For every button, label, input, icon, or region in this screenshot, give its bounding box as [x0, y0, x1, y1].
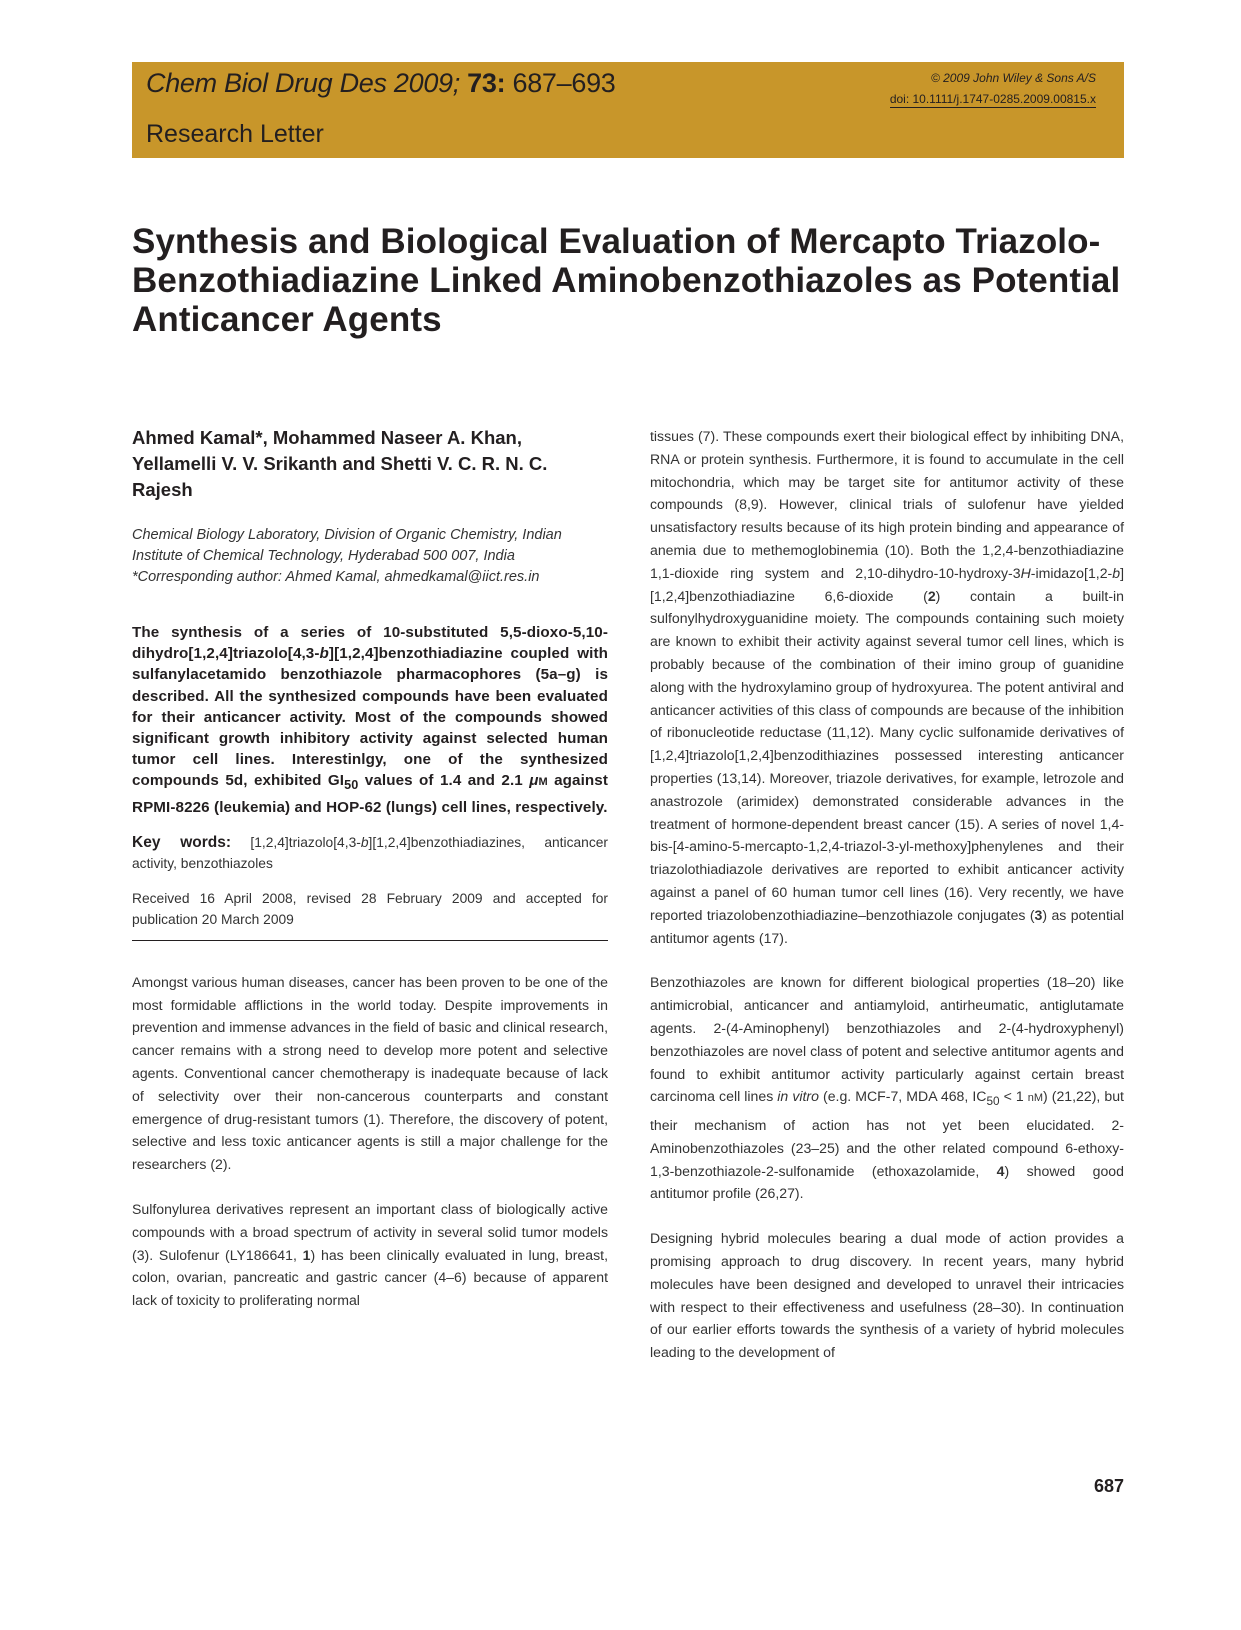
- page-number: 687: [1093, 1476, 1124, 1496]
- journal-volume: 73:: [467, 68, 506, 98]
- affiliation-line: Chemical Biology Laboratory, Division of Organic Chemistry, Indian: [132, 527, 562, 543]
- corresponding-author: *Corresponding author: Ahmed Kamal, ahmedkamal@iict.res.in: [132, 569, 540, 585]
- keywords: Key words: [1,2,4]triazolo[4,3-b][1,2,4]benzothiadiazines, anticancer activity, benzothiazoles: [132, 833, 608, 871]
- author-list: Ahmed Kamal*, Mohammed Naseer A. Khan, Yellamelli V. V. Srikanth and Shetti V. C. R. N. C. Rajesh: [132, 427, 548, 500]
- affiliation: [132, 525, 608, 588]
- body-paragraph: Amongst various human diseases, cancer has been proven to be one of the most formidable afflictions in the world today. Despite improvements in prevention and immense advances in the field of basic and clinical research, cancer remains with a strong need to develop more potent and selective agents. Conventional cancer chemotherapy is inadequate because of lack of selectivity over their non-cancerous counterparts and constant emergence of drug-resistant tumors (1). Therefore, the discovery of potent, selective and less toxic anticancer agents is still a major challenge for the researchers (2).: [132, 973, 608, 1173]
- journal-citation: [146, 68, 616, 99]
- article-type: Research Letter: [146, 120, 324, 148]
- journal-name: Chem Biol Drug Des 2009;: [146, 68, 460, 98]
- body-paragraph: Benzothiazoles are known for different biological properties (18–20) like antimicrobial, anticancer and antiamyloid, antirheumatic, antiglutamate agents. 2-(4-Aminophenyl) benzothiazoles and 2-(4-hydroxyphenyl) benzothiazoles are novel class of potent and selective antitumor agents and found to exhibit antitumor activity particularly against certain breast carcinoma cell lines in vitro (e.g. MCF-7, MDA 468, $IC_{50} < 1$ nM) (21,22), but their mechanism of action has not yet been elucidated. 2-Aminobenzothiazoles (23–25) and the other related compound 6-ethoxy-1,3-benzothiazole-2-sulfonamide (ethoxazolamide, 4) showed good antitumor profile (26,27).: [650, 974, 1124, 1202]
- journal-header-band: [132, 62, 1124, 158]
- body-paragraph: tissues (7). These compounds exert their biological effect by inhibiting DNA, RNA or protein synthesis. Furthermore, it is found to accumulate in the cell mitochondria, which may be target site for antitumor activity of these compounds (8,9). However, clinical trials of sulofenur have yielded unsatisfactory results because of its high protein binding and appearance of anemia due to methemoglobinemia (10). Both the 1,2,4-benzothiadiazine 1,1-dioxide ring system and 2,10-dihydro-10-hydroxy-3H-imidazo[1,2-b][1,2,4]benzothiadiazine 6,6-dioxide (2) contain a built-in sulfonylhydroxyguanidine moiety. The compounds containing such moiety are known to exhibit their activity against several tumor cell lines, which is probably because of the combination of their imino group of guanidine along with the hydroxylamino group of hydroxyurea. The potent antiviral and anticancer activities of this class of compounds are because of the inhibition of ribonucleotide reductase (11,12). Many cyclic sulfonamide derivatives of [1,2,4]triazolo[1,2,4]benzodithiazines possessed interesting anticancer properties (13,14). Moreover, triazole derivatives, for example, letrozole and anastrozole (arimidex) demonstrated considerable advances in the treatment of hormone-dependent breast cancer (15). A series of novel 1,4-bis-[4-amino-5-mercapto-1,2,4-triazol-3-yl-methoxy]phenylenes and their triazolothiadiazole derivatives are reported to exhibit anticancer activity against a panel of 60 human tumor cell lines (16). Very recently, we have reported triazolobenzothiadiazine–benzothiazole conjugates (3) as potential antitumor agents (17).: [650, 428, 1124, 946]
- body-paragraph: Sulfonylurea derivatives represent an important class of biologically active compounds with a broad spectrum of activity in several solid tumor models (3). Sulofenur (LY186641, 1) has been clinically evaluated in lung, breast, colon, ovarian, pancreatic and gastric cancer (4–6) because of apparent lack of toxicity to proliferating normal: [132, 1201, 608, 1309]
- doi-link[interactable]: doi: 10.1111/j.1747-0285.2009.00815.x: [889, 92, 1096, 106]
- copyright-notice: © 2009 John Wiley & Sons A/S: [930, 71, 1096, 85]
- keywords-label: Key words:: [132, 833, 232, 851]
- right-column: [650, 425, 1124, 1364]
- left-column: [132, 425, 608, 1312]
- article-title: Synthesis and Biological Evaluation of Mercapto Triazolo-Benzothiadiazine Linked Aminobenzothiazoles as Potential Anticancer Agents: [132, 222, 1121, 339]
- received-dates: Received 16 April 2008, revised 28 February 2009 and accepted for publication 20 March 2009: [132, 888, 608, 941]
- abstract: The synthesis of a series of 10-substituted 5,5-dioxo-5,10-dihydro[1,2,4]triazolo[4,3-b][1,2,4]benzothiadiazine coupled with sulfanylacetamido benzothiazole pharmacophores (5a–g) is described. All the synthesized compounds have been evaluated for their anticancer activity. Most of the compounds showed significant growth inhibitory activity against selected human tumor cell lines. Interestinlgy, one of the synthesized compounds 5d, exhibited $GI_{50}$ values of 1.4 and 2.1 μM against RPMI-8226 (leukemia) and HOP-62 (lungs) cell lines, respectively.: [132, 624, 608, 816]
- journal-pages: 687–693: [512, 68, 616, 98]
- body-paragraph: Designing hybrid molecules bearing a dual mode of action provides a promising approach to drug discovery. In recent years, many hybrid molecules have been designed and developed to unravel their intricacies with respect to their effectiveness and usefulness (28–30). In continuation of our earlier efforts towards the synthesis of a variety of hybrid molecules leading to the development of: [650, 1230, 1124, 1361]
- affiliation-line: Institute of Chemical Technology, Hyderabad 500 007, India: [132, 548, 515, 564]
